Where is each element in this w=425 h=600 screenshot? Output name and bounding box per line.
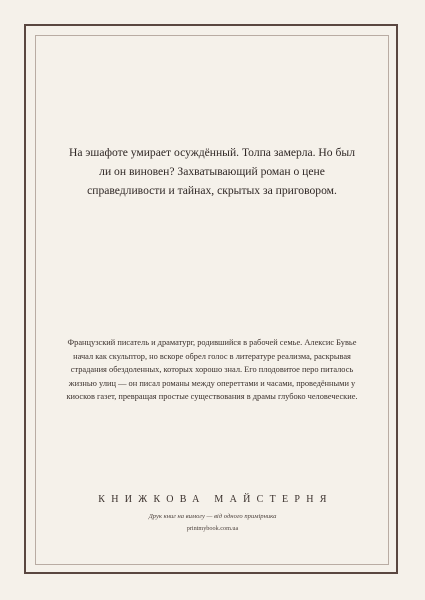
book-blurb: На эшафоте умирает осуждённый. Толпа замерла. Но был ли он виновен? Захватывающий роман о цене справедливости и тайнах, скрытых за приговором. — [69, 146, 355, 197]
publisher-name: КНИЖКОВА МАЙСТЕРНЯ — [98, 494, 333, 505]
author-bio: Французский писатель и драматург, родившийся в рабочей семье. Алексис Бувье начал как скульптор, но вскоре обрел голос в литературе реализма, раскрывая страдания обездоленных, которых хорошо знал. Его плодовитое перо питалось жизнью улиц — он писал романы между опереттами и часами, проведёнными у киосков газет, превращая простые существования в драмы глубоко человеческие. — [66, 338, 358, 402]
publisher-tagline: Друк книг на вимогу — від одного примірника — [148, 513, 277, 520]
publisher-website: printmybook.com.ua — [186, 525, 239, 532]
inner-border — [35, 35, 389, 565]
